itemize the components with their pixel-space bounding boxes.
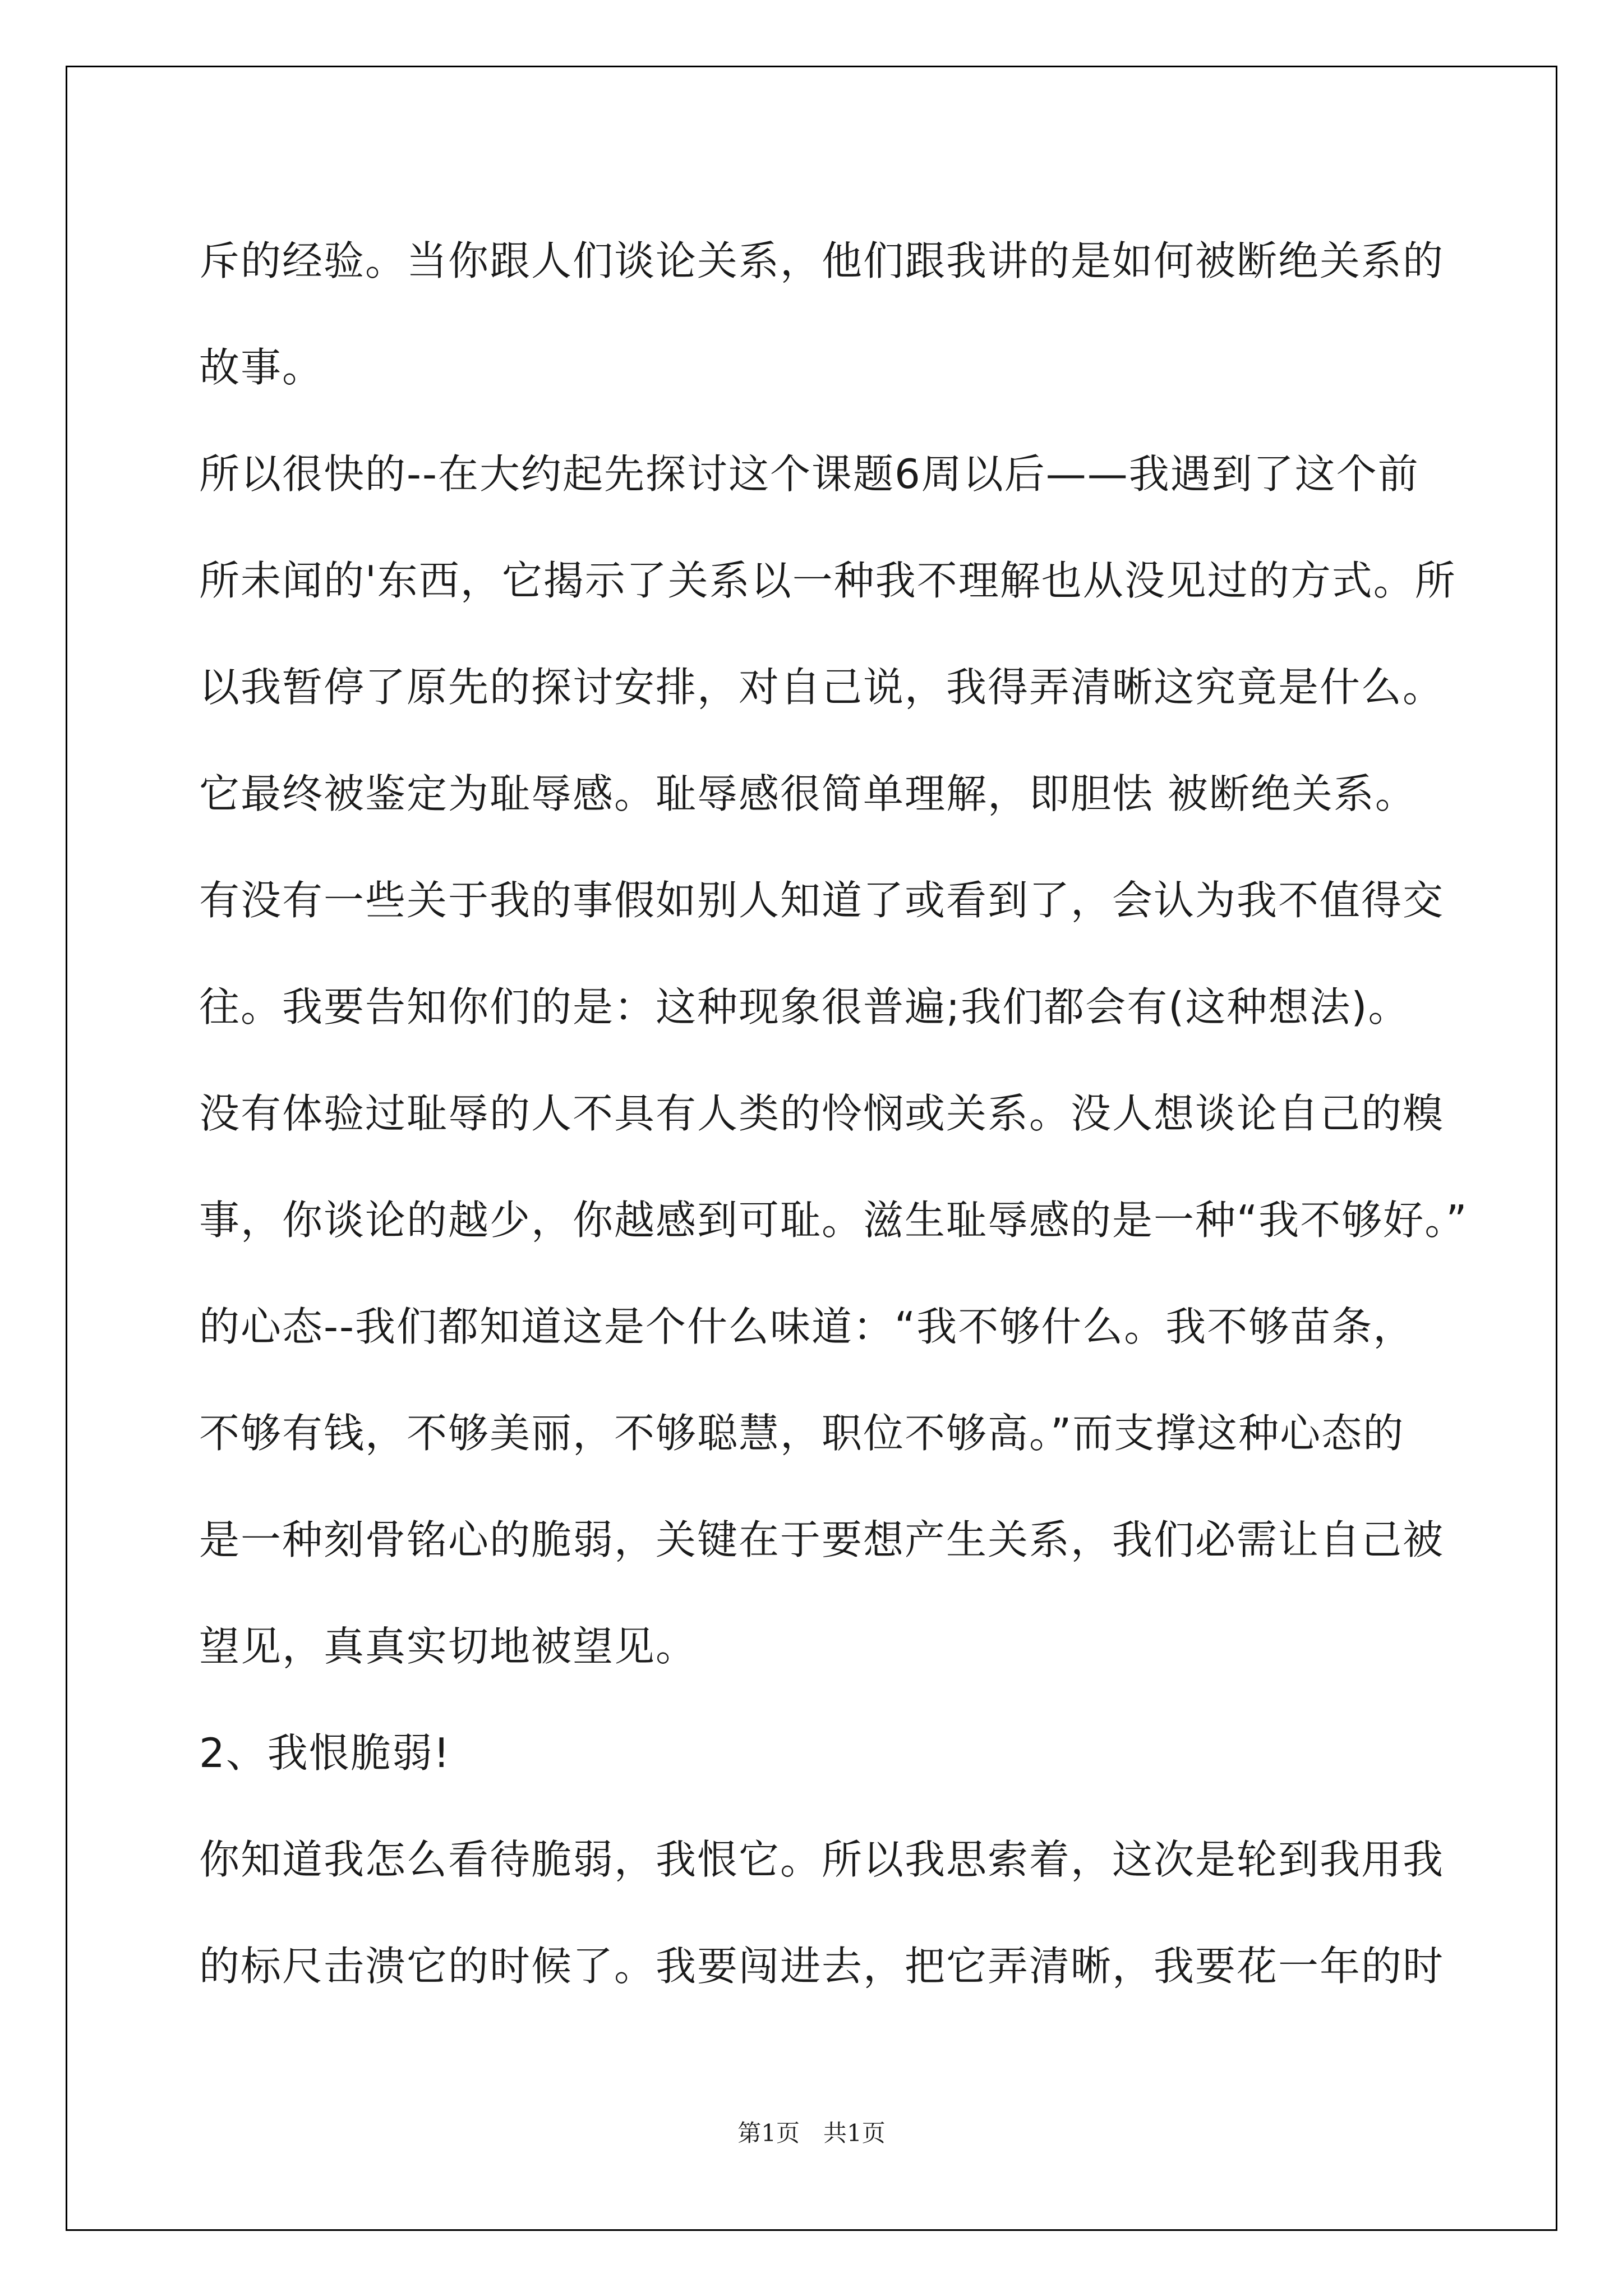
text-line: 故事。 [199, 344, 324, 391]
text-line: 斥的经验。当你跟人们谈论关系，他们跟我讲的是如何被断绝关系的 [199, 237, 1445, 284]
text-line: 望见，真真实切地被望见。 [199, 1623, 698, 1670]
text-line: 事，你谈论的越少，你越感到可耻。滋生耻辱感的是一种“我不够好。” [199, 1197, 1468, 1244]
text-line: 的心态--我们都知道这是个什么味道：“我不够什么。我不够苗条， [199, 1303, 1415, 1350]
text-line: 以我暂停了原先的探讨安排，对自己说，我得弄清晰这究竟是什么。 [199, 664, 1445, 711]
text-line: 你知道我怎么看待脆弱，我恨它。所以我思索着，这次是轮到我用我 [199, 1836, 1445, 1883]
text-line: 所未闻的'东西，它揭示了关系以一种我不理解也从没见过的方式。所 [199, 557, 1456, 604]
text-line: 的标尺击溃它的时候了。我要闯进去，把它弄清晰，我要花一年的时 [199, 1943, 1445, 1990]
text-line: 是一种刻骨铭心的脆弱，关键在于要想产生关系，我们必需让自己被 [199, 1516, 1445, 1563]
text-line: 不够有钱，不够美丽，不够聪慧，职位不够高。”而支撑这种心态的 [199, 1410, 1405, 1457]
section-heading: 2、我恨脆弱! [199, 1729, 451, 1777]
text-line: 有没有一些关于我的事假如别人知道了或看到了，会认为我不值得交 [199, 877, 1445, 924]
document-body [199, 208, 1468, 2019]
text-line: 它最终被鉴定为耻辱感。耻辱感很简单理解，即胆怯 被断绝关系。 [199, 770, 1417, 817]
text-line: 没有体验过耻辱的人不具有人类的怜悯或关系。没人想谈论自己的糗 [199, 1090, 1445, 1137]
page-number: 第1页 共1页 [737, 2119, 886, 2147]
text-line: 所以很快的--在大约起先探讨这个课题6周以后——我遇到了这个前 [199, 450, 1419, 498]
text-line: 往。我要告知你们的是：这种现象很普遍;我们都会有(这种想法)。 [199, 983, 1410, 1030]
